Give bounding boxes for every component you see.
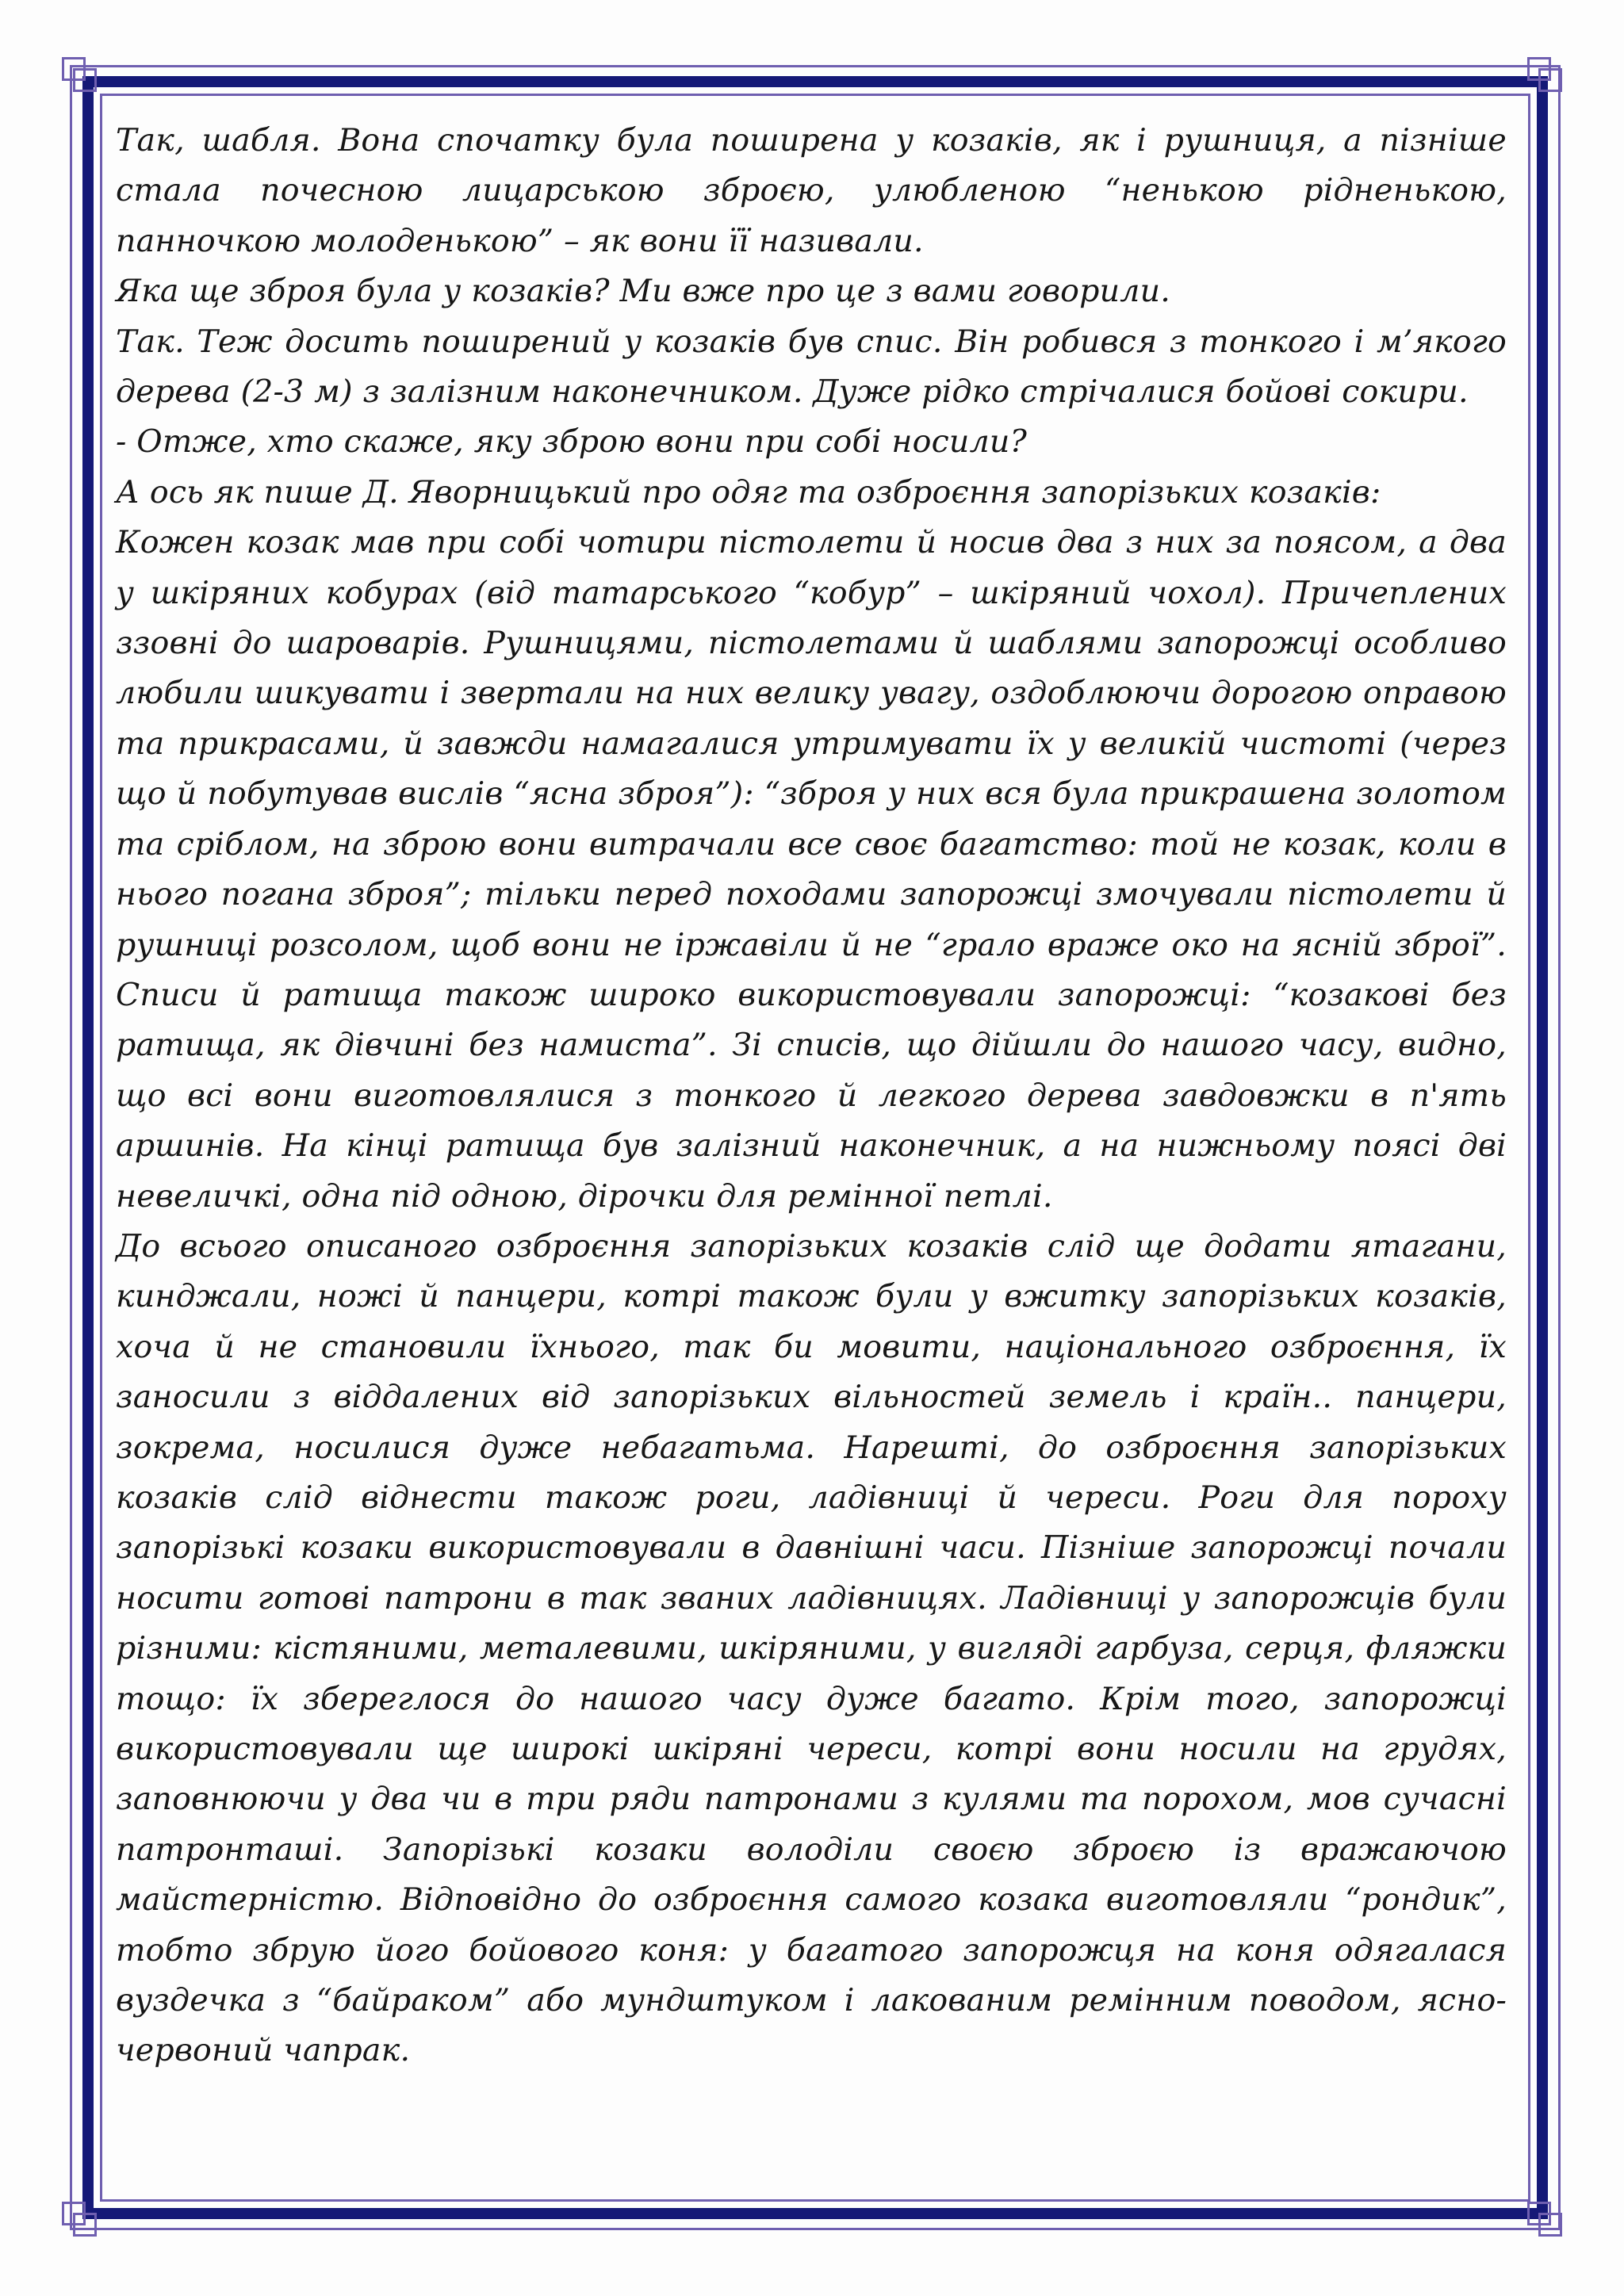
paragraph-pistols: Кожен козак мав при собі чотири пістолети й носив два з них за поясом, а два у шкіряних кобурах (від татарського “кобур” – шкіряний чохол). Причеплених ззовні до шароварів. Рушницями, пістолетами й шаблями запорожці особливо любили шикувати і звертали на них велику увагу, оздоблюючи дорогою оправою та прикрасами, й завжди намагалися утримувати їх у великій чистоті (через що й побутував вислів “ясна зброя”): “зброя у них вся була прикрашена золотом та сріблом, на зброю вони витрачали все своє багатство: той не козак, коли в нього погана зброя”; тільки перед походами запорожці змочували пістолети й рушниці розсолом, щоб вони не іржавіли й не “грало враже око на ясній зброї”. Списи й ратища також широко використовували запорожці: “козакові без ратища, як дівчині без намиста”. Зі списів, що дійшли до нашого часу, видно, що всі вони виготовлялися з тонкого й легкого дерева завдовжки в п'ять аршинів. На кінці ратища був залізний наконечник, а на нижньому поясі дві невеличкі, одна під одною, дірочки для ремінної петлі. [116,524,1507,1215]
paragraph-intro-quote: А ось як пише Д. Яворницький про одяг та озброєння запорізьких козаків: [116,473,1381,511]
paragraph-sabre: Так, шабля. Вона спочатку була поширена у козаків, як і рушниця, а пізніше стала почесною лицарською зброєю, улюбленою “ненькою рідненькою, панночкою молоденькою” – як вони її називали. [116,122,1507,259]
corner-ornament-bottom-left [62,2202,97,2237]
document-body [116,116,1507,2076]
corner-ornament-bottom-right [1527,2202,1562,2237]
paragraph-prompt: - Отже, хто скаже, яку зброю вони при собі носили? [116,423,1027,461]
paragraph-question: Яка ще зброя була у козаків? Ми вже про це з вами говорили. [116,273,1171,310]
corner-ornament-top-left [62,57,97,92]
paragraph-spear: Так. Теж досить поширений у козаків був спис. Він робився з тонкого і м’якого дерева (2-3 м) з залізним наконечником. Дуже рідко стрічалися бойові сокири. [116,323,1507,411]
paragraph-other-weapons: До всього описаного озброєння запорізьких козаків слід ще додати ятагани, кинджали, ножі й панцери, котрі також були у вжитку запорізьких козаків, хоча й не становили їхнього, так би мовити, національного озброєння, їх заносили з віддалених від запорізьких вільностей земель і країн.. панцери, зокрема, носилися дуже небагатьма. Нарешті, до озброєння запорізьких козаків слід віднести також роги, ладівниці й череси. Роги для пороху запорізькі козаки використовували в давнішні часи. Пізніше запорожці почали носити готові патрони в так званих ладівницях. Ладівниці у запорожців були різними: кістяними, металевими, шкіряними, у вигляді гарбуза, серця, фляжки тощо: їх збереглося до нашого часу дуже багато. Крім того, запорожці використовували ще широкі шкіряні череси, котрі вони носили на грудях, заповнюючи у два чи в три ряди патронами з кулями та порохом, мов сучасні патронташі. Запорізькі козаки володіли своєю зброєю із вражаючою майстерністю. Відповідно до озброєння самого козака виготовляли “рондик”, тобто збрую його бойового коня: у багатого запорожця на коня одягалася вуздечка з “байраком” або мундштуком і лакованим ремінним поводом, ясно-червоний чапрак. [116,1227,1507,2069]
corner-ornament-top-right [1527,57,1562,92]
